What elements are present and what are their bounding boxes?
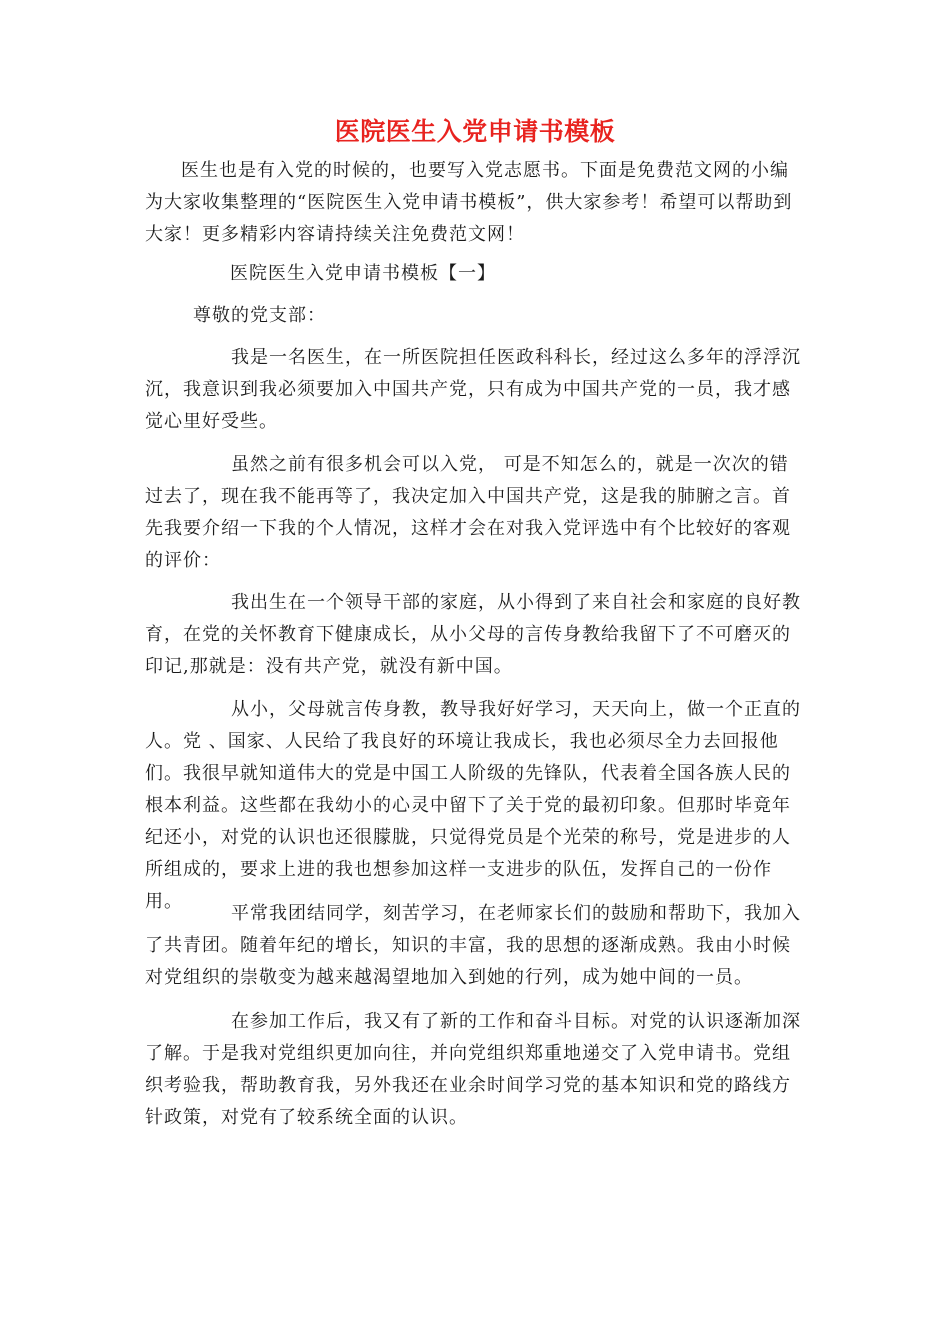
section-heading: 医院医生入党申请书模板【一】	[230, 263, 496, 284]
body-paragraph-1: 我是一名医生，在一所医院担任医政科科长，经过这么多年的浮浮沉沉，我意识到我必须要加入中国共产党，只有成为中国共产党的一员，我才感觉心里好受些。	[145, 347, 801, 432]
salutation: 尊敬的党支部：	[193, 305, 326, 326]
intro-paragraph: 医生也是有入党的时候的，也要写入党志愿书。下面是免费范文网的小编为大家收集整理的“医院医生入党申请书模板”，供大家参考！希望可以帮助到大家！更多精彩内容请持续关注免费范文网！	[145, 160, 793, 245]
body-paragraph-3: 我出生在一个领导干部的家庭，从小得到了来自社会和家庭的良好教育，在党的关怀教育下健康成长，从小父母的言传身教给我留下了不可磨灭的印记,那就是：没有共产党，就没有新中国。	[145, 592, 801, 677]
body-paragraph-4: 从小，父母就言传身教，教导我好好学习，天天向上，做一个正直的人。党 、国家、人民给了我良好的环境让我成长，我也必须尽全力去回报他们。我很早就知道伟大的党是中国工人阶级的先锋队，代表着全国各族人民的根本利益。这些都在我幼小的心灵中留下了关于党的最初印象。但那时毕竟年纪还小，对党的认识也还很朦胧，只觉得党员是个光荣的称号，党是进步的人所组成的，要求上进的我也想参加这样一支进步的队伍，发挥自己的一份作用。	[145, 699, 801, 912]
body-paragraph-6: 在参加工作后，我又有了新的工作和奋斗目标。对党的认识逐渐加深了解。于是我对党组织更加向往，并向党组织郑重地递交了入党申请书。党组织考验我，帮助教育我，另外我还在业余时间学习党的基本知识和党的路线方针政策，对党有了较系统全面的认识。	[145, 1011, 801, 1128]
document-title: 医院医生入党申请书模板	[334, 117, 616, 146]
body-paragraph-2: 虽然之前有很多机会可以入党， 可是不知怎么的，就是一次次的错过去了，现在我不能再等了，我决定加入中国共产党，这是我的肺腑之言。首先我要介绍一下我的个人情况，这样才会在对我入党评选中有个比较好的客观的评价：	[145, 454, 791, 571]
body-paragraph-5: 平常我团结同学，刻苦学习，在老师家长们的鼓励和帮助下，我加入了共青团。随着年纪的增长，知识的丰富，我的思想的逐渐成熟。我由小时候对党组织的崇敬变为越来越渴望地加入到她的行列，成为她中间的一员。	[145, 903, 801, 988]
